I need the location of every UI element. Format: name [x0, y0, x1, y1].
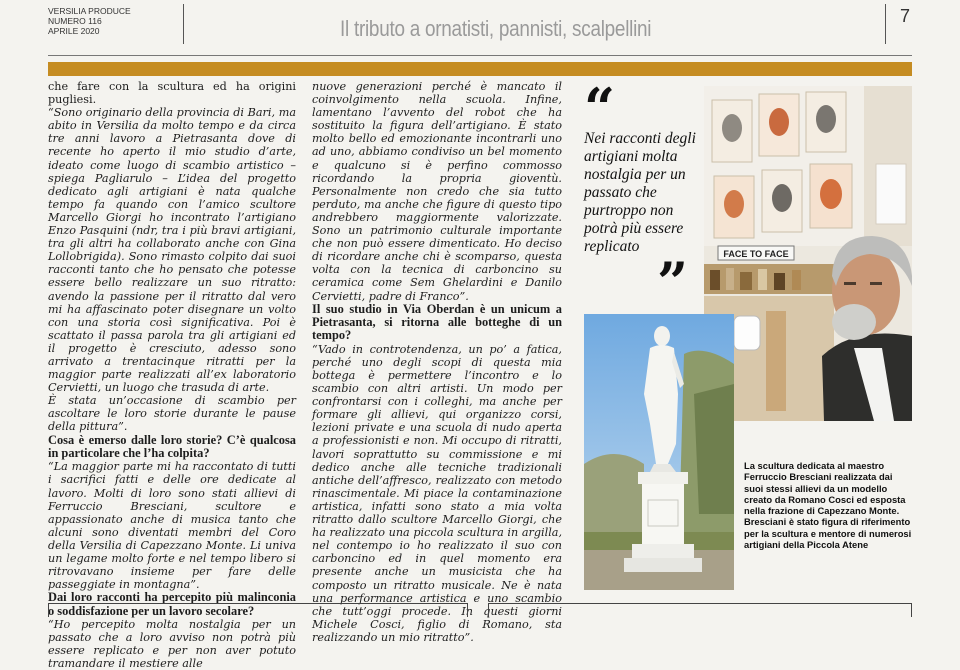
header-divider-left: [183, 4, 184, 44]
pull-quote: [584, 76, 704, 256]
paragraph: “Ho percepito molta nostalgia per un passato che a loro avviso non potrà più essere replicato e per non aver potuto tramandare il mestiere alle: [48, 618, 296, 670]
next-article-box-left: [48, 603, 468, 617]
next-article-box-right: [488, 603, 912, 617]
artist-studio-photo: [704, 86, 912, 421]
photo-caption: La scultura dedicata al maestro Ferruccio Bresciani realizzata dai suoi stessi allievi da un modello creato da Romano Cosci ed esposta nella frazione di Capezzano Monte. Bresciani è stato figura di riferimento per la scultura e mentore di numerosi artigiani della Piccola Atene: [744, 460, 912, 551]
masthead: [48, 6, 131, 36]
studio-image: [704, 86, 912, 421]
page-header: [0, 0, 960, 60]
issue-number: NUMERO 116: [48, 16, 102, 26]
monument-image: [584, 314, 734, 590]
paragraph: “La maggior parte mi ha raccontato di tutti i sacrifici fatti e delle ore dedicate al lavoro. Molti di loro sono stati allievi di Ferruccio Bresciani, scultore e appassionato anche di musica tanto che alcuni sono diventati membri del Coro della Versilia di Capezzano Monte. Li univa un legame molto forte e nel tempo libero si ritrovavano insieme per fare delle passeggiate in montagna”.: [48, 460, 296, 592]
studio-sign: FACE TO FACE: [723, 249, 789, 259]
article-column-1: [48, 80, 296, 670]
open-quote-mark: “: [584, 76, 616, 140]
paragraph: È stata un’occasione di scambio per ascoltare le loro storie durante le pause della pittura”.: [48, 394, 296, 434]
article-column-2: [312, 80, 562, 644]
accent-bar: [48, 62, 912, 76]
issue-date: APRILE 2020: [48, 26, 100, 36]
interview-question: Il suo studio in Via Oberdan è un unicum a Pietrasanta, si ritorna alle botteghe di un tempo?: [312, 301, 562, 343]
paragraph: “Vado in controtendenza, un po’ a fatica, perché uno degli scopi di questa mia bottega è permettere l’incontro e lo scambio con altri artisti. Un modo per confrontarsi con i colleghi, ma anche per formare gli allievi, qui organizzo corsi, lezioni private e una scuola di nudo aperta a professionisti e non. Mi occupo di ritratti, lavori soprattutto su commissione e mi dedico anche alle tecniche tradizionali antiche dell’affresco, realizzato con metodo rinascimentale. Mi piace la contaminazione artistica, infatti sono stato a mia volta ritratto dallo scultore Marcello Giorgi, che ha realizzato una piccola scultura in argilla, nel contempo io ho realizzato il suo con carboncino ed in quel momento era presente anche un musicista che ha composto un ritratto musicale. Ne è nata una performance artistica e uno scambio che tutt’oggi procede. In questi giorni Michele Cosci, figlio di Romano, sta realizzando un mio ritratto”.: [312, 342, 562, 644]
interview-question: Dai loro racconti ha percepito più malinconia o soddisfazione per un lavoro secolare?: [48, 590, 296, 618]
publication-name: VERSILIA PRODUCE: [48, 6, 131, 16]
paragraph: “Sono originario della provincia di Bari, ma abito in Versilia da molto tempo e da circa tre anni lavoro a Pietrasanta dove di recente ho aperto il mio studio d’arte, ideato come luogo di scambio artistico – spiega Pagliarulo – L’idea del progetto dedicato agli artigiani è nata qualche tempo fa quando con l’amico scultore Marcello Giorgi ho incontrato l’artigiano Enzo Pasquini (ndr, tra i più bravi artigiani, tra gli altri ha collaborato anche con Gina Lollobrigida). Sono rimasto colpito dai suoi racconti tanto che ho pensato che potesse essere bello realizzare un suo ritratto: avendo la passione per il ritratto dal vero mi ha affascinato poter disegnare un volto con una storia così significativa. Poi è scattato il passa parola tra gli artigiani ed il progetto è cresciuto, adesso sono arrivato a trentacinque ritratti per la maggior parte realizzati all’ex laboratorio Cervietti, un luogo che trasuda di arte.: [48, 106, 296, 395]
paragraph: che fare con la scultura ed ha origini pugliesi.: [48, 80, 296, 107]
header-divider-right: [885, 4, 886, 44]
paragraph: nuove generazioni perché è mancato il coinvolgimento nella scuola. Infine, lamentano l’avvento del robot che ha sostituito la figura dell’artigiano. È stato molto bello ed emozionante incontrarli uno ad uno, abbiamo condiviso un bel momento e qualcuno si è perfino commosso ricordando la propria gioventù. Personalmente non credo che sia tutto perduto, ma anche che figure di questo tipo andrebbero maggiormente valorizzate. Sono un patrimonio culturale importante che non può essere dimenticato. Ho deciso di ricordare anche chi è scomparso, questa volta con la tecnica di carboncino su ceramica come Sem Ghelardini e Danilo Cervietti, padre di Franco”.: [312, 80, 562, 303]
close-quote-mark: ”: [657, 250, 689, 314]
pull-quote-text: Nei racconti degli artigiani molta nostalgia per un passato che purtroppo non potrà più essere replicato: [584, 130, 696, 255]
header-rule: [48, 55, 912, 56]
interview-question: Cosa è emerso dalle loro storie? C’è qualcosa in particolare che l’ha colpita?: [48, 432, 296, 460]
section-title: Il tributo a ornatisti, pannisti, scalpellini: [340, 16, 652, 41]
page-number: 7: [900, 6, 911, 26]
monument-photo: [584, 314, 734, 590]
